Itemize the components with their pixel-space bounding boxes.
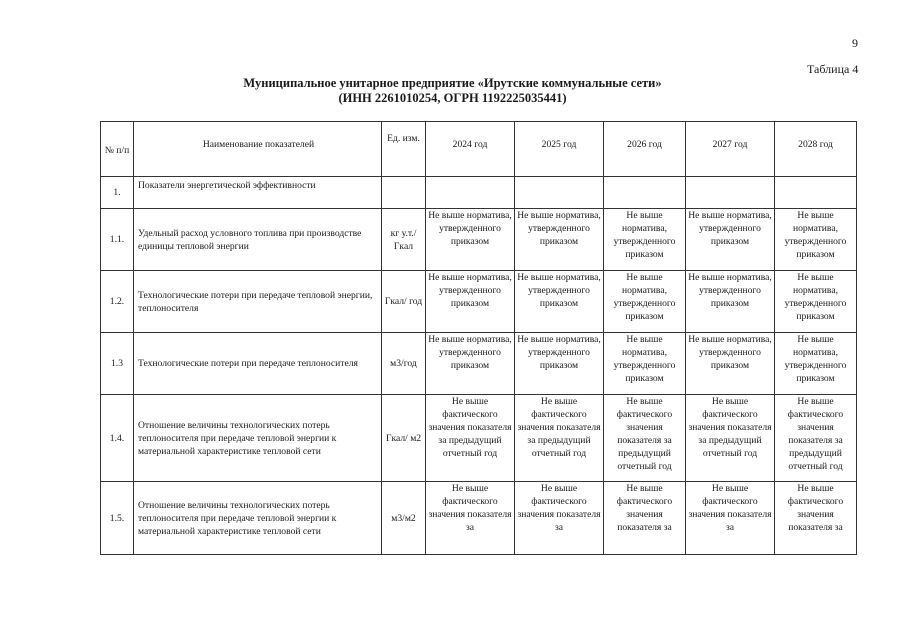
row-value: Не выше норматива, утвержденного приказом	[426, 271, 515, 333]
header-unit: Ед. изм.	[382, 122, 426, 177]
header-year-2025: 2025 год	[515, 122, 604, 177]
row-value: Не выше фактического значения показателя за предыдущий отчетный год	[515, 395, 604, 482]
row-num: 1.4.	[101, 395, 134, 482]
header-year-2026: 2026 год	[604, 122, 686, 177]
row-value: Не выше норматива, утвержденного приказом	[604, 271, 686, 333]
row-name: Технологические потери при передаче тепловой энергии, теплоносителя	[134, 271, 382, 333]
table-label: Таблица 4	[807, 62, 859, 76]
row-value: Не выше норматива, утвержденного приказом	[604, 333, 686, 395]
row-value: Не выше фактического значения показателя за	[426, 482, 515, 555]
row-value: Не выше норматива, утвержденного приказом	[686, 209, 775, 271]
indicators-table	[100, 121, 857, 555]
header-num: № п/п	[101, 122, 134, 177]
row-value: Не выше норматива, утвержденного приказом	[775, 271, 857, 333]
row-value	[775, 177, 857, 209]
row-num: 1.	[101, 177, 134, 209]
row-name: Отношение величины технологических потерь теплоносителя при передаче тепловой энергии к материальной характеристике тепловой сети	[134, 395, 382, 482]
row-value: Не выше норматива, утвержденного приказом	[686, 271, 775, 333]
row-value: Не выше норматива, утвержденного приказом	[515, 271, 604, 333]
table-row	[101, 333, 857, 395]
page-number: 9	[852, 36, 858, 50]
row-unit	[382, 177, 426, 209]
row-value: Не выше норматива, утвержденного приказом	[604, 209, 686, 271]
row-value	[686, 177, 775, 209]
row-value: Не выше фактического значения показателя за	[686, 482, 775, 555]
row-num: 1.5.	[101, 482, 134, 555]
row-value: Не выше норматива, утвержденного приказом	[775, 209, 857, 271]
row-value: Не выше фактического значения показателя за предыдущий отчетный год	[686, 395, 775, 482]
table-row	[101, 271, 857, 333]
row-value: Не выше норматива, утвержденного приказом	[686, 333, 775, 395]
row-name: Технологические потери при передаче теплоносителя	[134, 333, 382, 395]
title-line-1: Муниципальное унитарное предприятие «Ирутские коммунальные сети»	[243, 76, 662, 90]
row-name: Удельный расход условного топлива при производстве единицы тепловой энергии	[134, 209, 382, 271]
row-name: Отношение величины технологических потерь теплоносителя при передаче тепловой энергии к материальной характеристике тепловой сети	[134, 482, 382, 555]
row-value: Не выше норматива, утвержденного приказом	[426, 333, 515, 395]
row-value: Не выше норматива, утвержденного приказом	[515, 333, 604, 395]
table-row	[101, 395, 857, 482]
header-year-2024: 2024 год	[426, 122, 515, 177]
table-row	[101, 209, 857, 271]
row-value	[604, 177, 686, 209]
header-row	[101, 122, 857, 177]
header-year-2028: 2028 год	[775, 122, 857, 177]
row-value: Не выше фактического значения показателя за предыдущий отчетный год	[426, 395, 515, 482]
title-line-2: (ИНН 2261010254, ОГРН 1192225035441)	[338, 91, 567, 105]
row-value: Не выше фактического значения показателя за	[775, 482, 857, 555]
row-num: 1.3	[101, 333, 134, 395]
header-year-2027: 2027 год	[686, 122, 775, 177]
row-name: Показатели энергетической эффективности	[134, 177, 382, 209]
row-value: Не выше норматива, утвержденного приказом	[775, 333, 857, 395]
row-unit: м3/год	[382, 333, 426, 395]
row-value: Не выше фактического значения показателя за предыдущий отчетный год	[604, 395, 686, 482]
table-row	[101, 177, 857, 209]
row-value: Не выше норматива, утвержденного приказом	[515, 209, 604, 271]
document-title	[0, 76, 905, 106]
row-value: Не выше фактического значения показателя за	[604, 482, 686, 555]
row-unit: Гкал/ м2	[382, 395, 426, 482]
row-value: Не выше фактического значения показателя за предыдущий отчетный год	[775, 395, 857, 482]
row-value: Не выше фактического значения показателя за	[515, 482, 604, 555]
row-unit: м3/м2	[382, 482, 426, 555]
table-row	[101, 482, 857, 555]
row-value: Не выше норматива, утвержденного приказом	[426, 209, 515, 271]
row-num: 1.1.	[101, 209, 134, 271]
row-unit: кг у.т./ Гкал	[382, 209, 426, 271]
row-value	[426, 177, 515, 209]
row-value	[515, 177, 604, 209]
row-num: 1.2.	[101, 271, 134, 333]
row-unit: Гкал/ год	[382, 271, 426, 333]
header-name: Наименование показателей	[134, 122, 382, 177]
